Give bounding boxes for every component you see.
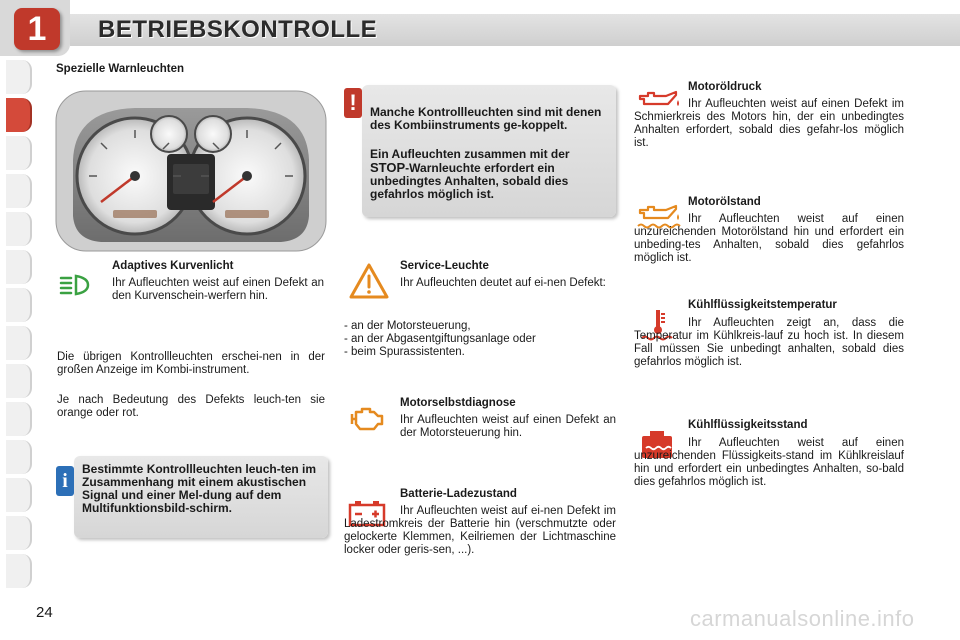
coolant-level-text: Ihr Aufleuchten weist auf einen unzureichenden Flüssigkeits-stand im Kühlkreislauf hin und erfordert ein unbedingtes Anhalten, so-bald dies gefahrlos möglich ist.	[634, 437, 904, 488]
page-title: BETRIEBSKONTROLLE	[98, 16, 378, 43]
service-warning-triangle-icon	[348, 262, 390, 300]
side-tab-14[interactable]	[6, 554, 32, 588]
coolant-temp-text: Ihr Aufleuchten zeigt an, dass die Temperatur im Kühlkreis-lauf zu hoch ist. In diesem Fall müssen Sie unbedingt anhalten, sobald dies gefahrlos möglich ist.	[634, 317, 904, 368]
adaptive-title: Adaptives Kurvenlicht	[112, 260, 234, 272]
selfdiag-title: Motorselbstdiagnose	[400, 397, 516, 409]
others-text: Die übrigen Kontrollleuchten erschei-nen in der großen Anzeige im Kombi-instrument.	[57, 351, 325, 376]
warning-text-2	[370, 148, 608, 201]
side-tab-10[interactable]	[6, 402, 32, 436]
side-tab-6[interactable]	[6, 250, 32, 284]
list-item: - an der Abgasentgiftungsanlage oder	[344, 333, 536, 345]
side-tab-13[interactable]	[6, 516, 32, 550]
oil-pressure-title: Motoröldruck	[688, 81, 762, 93]
side-tab-2[interactable]	[6, 98, 32, 132]
side-tab-1[interactable]	[6, 60, 32, 94]
service-text: Ihr Aufleuchten deutet auf ei-nen Defekt:	[400, 277, 606, 289]
selfdiag-text: Ihr Aufleuchten weist auf einen Defekt an der Motorsteuerung hin.	[400, 414, 616, 439]
info-text: Bestimmte Kontrollleuchten leuch-ten im Zusammenhang mit einem akustischen Signal und einer Mel-dung auf dem Multifunktionsbild-schirm.	[82, 462, 317, 515]
adaptive-text: Ihr Aufleuchten weist auf einen Defekt an den Kurvenschein-werfern hin.	[112, 277, 324, 302]
coolant-level-title: Kühlflüssigkeitsstand	[688, 419, 808, 431]
side-tab-11[interactable]	[6, 440, 32, 474]
side-tab-9[interactable]	[6, 364, 32, 398]
chapter-number: 1	[14, 8, 60, 50]
list-item: - an der Motorsteuerung,	[344, 320, 471, 332]
warning-text-2-post: -Warnleuchte erfordert ein unbedingtes Anhalten, sobald dies gefahrlos möglich ist.	[370, 161, 569, 201]
battery-title: Batterie-Ladezustand	[400, 488, 517, 500]
page-number: 24	[36, 604, 53, 621]
oil-level-text: Ihr Aufleuchten weist auf einen unzureichenden Motorölstand hin und erfordert ein unbeding-tes Anhalten, sobald dies gefahrlos möglich ist.	[634, 213, 904, 264]
adaptive-headlight-icon	[58, 270, 92, 300]
side-tab-7[interactable]	[6, 288, 32, 322]
stop-word: STOP	[370, 160, 406, 175]
side-tab-4[interactable]	[6, 174, 32, 208]
orange-red-text: Je nach Bedeutung des Defekts leuch-ten sie orange oder rot.	[57, 394, 325, 419]
warning-text-1: Manche Kontrollleuchten sind mit denen des Kombiinstruments ge-koppelt.	[370, 105, 602, 132]
side-tab-8[interactable]	[6, 326, 32, 360]
oil-pressure-text: Ihr Aufleuchten weist auf einen Defekt im Schmierkreis des Motors hin, der ein unbedingtes Anhalten erfordert, sobald dies gefahr-los möglich ist.	[634, 98, 904, 149]
service-title: Service-Leuchte	[400, 260, 489, 272]
instrument-cluster-image	[55, 90, 327, 252]
list-item: - beim Spurassistenten.	[344, 346, 465, 358]
service-list	[344, 320, 616, 359]
side-tab-3[interactable]	[6, 136, 32, 170]
engine-check-icon	[346, 404, 386, 434]
footer-watermark: carmanualsonline.info	[690, 606, 915, 631]
side-tab-12[interactable]	[6, 478, 32, 512]
coolant-temp-title: Kühlflüssigkeitstemperatur	[688, 299, 837, 311]
info-icon: i	[56, 466, 74, 496]
battery-text: Ihr Aufleuchten weist auf ei-nen Defekt im Ladestromkreis der Batterie hin (verschmutzte oder gelockerte Klemmen, Keilriemen der Lichtmaschine locker oder geris-sen, ...).	[344, 505, 616, 556]
warning-icon: !	[344, 88, 362, 118]
oil-level-title: Motorölstand	[688, 196, 761, 208]
section-title: Spezielle Warnleuchten	[56, 63, 185, 75]
warning-text-2-pre: Ein Aufleuchten zusammen mit der	[370, 147, 570, 161]
side-tab-5[interactable]	[6, 212, 32, 246]
